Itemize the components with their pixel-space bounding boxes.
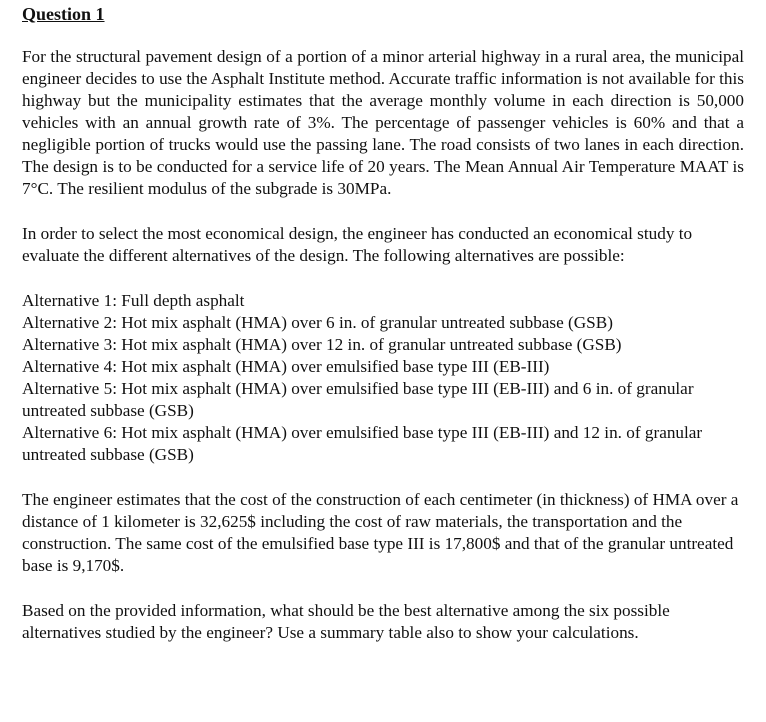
question-prompt-paragraph: Based on the provided information, what should be the best alternative among the six possible alternatives studied by the engineer? Use a summary table also to show your calculations. bbox=[22, 601, 670, 642]
paragraph-spacer bbox=[22, 466, 744, 489]
alternative-item-2: Alternative 2: Hot mix asphalt (HMA) over 6 in. of granular untreated subbase (GSB) bbox=[22, 313, 613, 332]
alternative-item-4: Alternative 4: Hot mix asphalt (HMA) over emulsified base type III (EB-III) bbox=[22, 357, 550, 376]
alternative-item-3: Alternative 3: Hot mix asphalt (HMA) over 12 in. of granular untreated subbase (GSB) bbox=[22, 335, 622, 354]
alternative-item-6: Alternative 6: Hot mix asphalt (HMA) over emulsified base type III (EB-III) and 12 in. of granular untreated subbase (GSB) bbox=[22, 423, 703, 464]
alternatives-intro-paragraph: In order to select the most economical design, the engineer has conducted an economical study to evaluate the different alternatives of the design. The following alternatives are possible: bbox=[22, 224, 693, 265]
paragraph-spacer bbox=[22, 200, 744, 223]
problem-statement-paragraph: For the structural pavement design of a portion of a minor arterial highway in a rural area, the municipal engineer decides to use the Asphalt Institute method. Accurate traffic information is not available for this highway but the municipality estimates that the average monthly volume in each direction is 50,000 vehicles with an annual growth rate of 3%. The percentage of passenger vehicles is 60% and that a negligible portion of trucks would use the passing lane. The road consists of two lanes in each direction. The design is to be conducted for a service life of 20 years. The Mean Annual Air Temperature MAAT is 7°C. The resilient modulus of the subgrade is 30MPa. bbox=[22, 47, 744, 198]
cost-paragraph: The engineer estimates that the cost of the construction of each centimeter (in thickness) of HMA over a distance of 1 kilometer is 32,625$ including the cost of raw materials, the transportation and the construction. The same cost of the emulsified base type III is 17,800$ and that of the granular untreated base is 9,170$. bbox=[22, 490, 739, 575]
paragraph-spacer bbox=[22, 577, 744, 600]
paragraph-spacer bbox=[22, 267, 744, 290]
alternative-item-1: Alternative 1: Full depth asphalt bbox=[22, 291, 245, 310]
question-title: Question 1 bbox=[22, 4, 105, 24]
alternatives-list bbox=[22, 290, 744, 466]
alternative-item-5: Alternative 5: Hot mix asphalt (HMA) over emulsified base type III (EB-III) and 6 in. of granular untreated subbase (GSB) bbox=[22, 379, 694, 420]
